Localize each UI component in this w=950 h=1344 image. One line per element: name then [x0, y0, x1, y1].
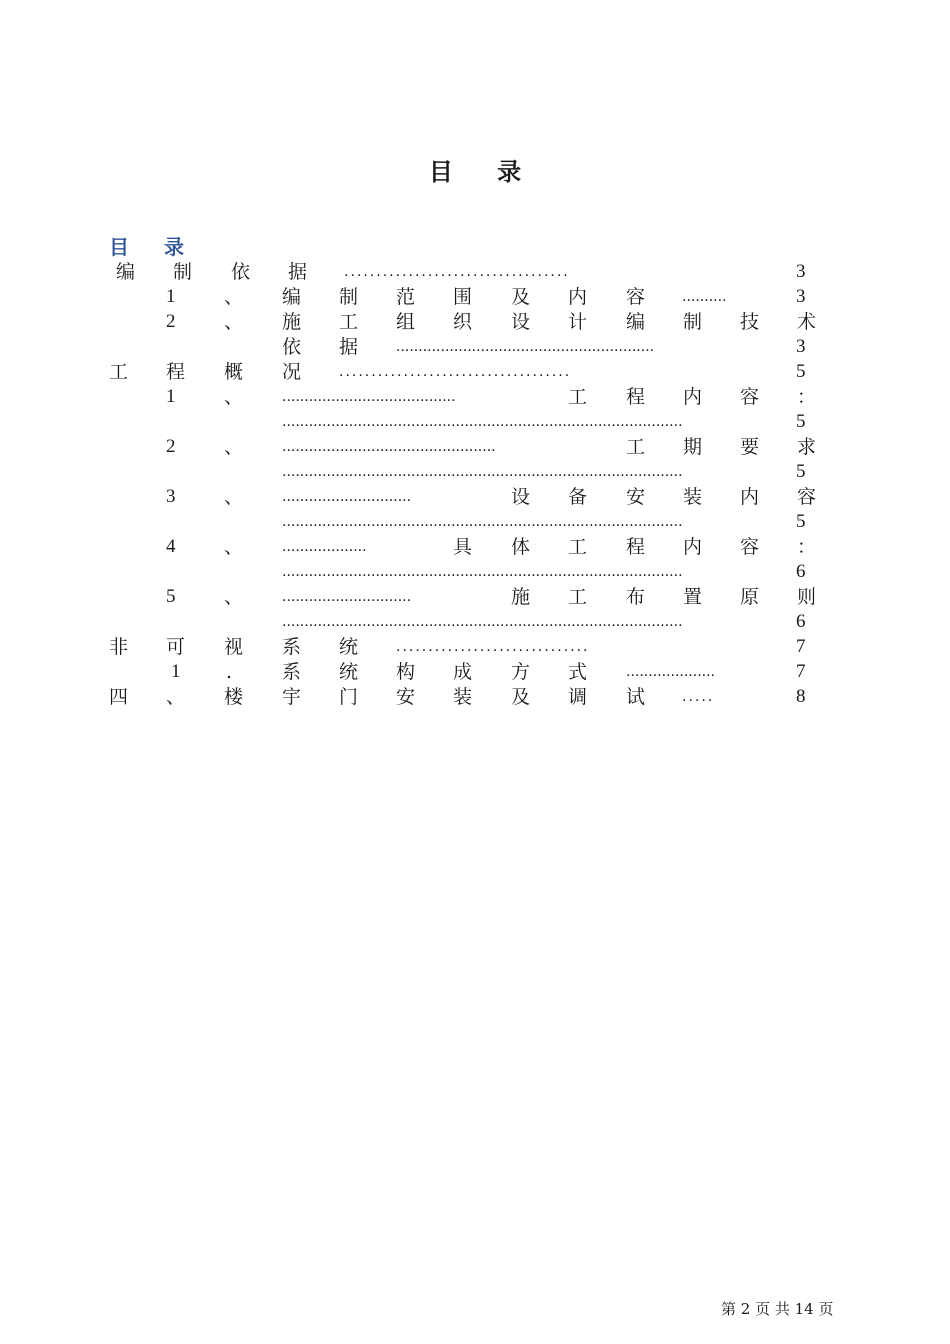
toc-leader: .......................................................................................... — [282, 464, 683, 480]
toc-entry-e3-1[interactable] — [0, 660, 950, 684]
toc-char: 工 — [626, 436, 646, 458]
toc-page-number: 3 — [796, 286, 806, 307]
toc-separator: 、 — [224, 586, 244, 608]
toc-char: 求 — [797, 436, 817, 458]
toc-char: 织 — [453, 311, 473, 333]
toc-leader: .................................... — [339, 364, 572, 380]
toc-page-number: 5 — [796, 411, 806, 432]
toc-char: 制 — [339, 286, 359, 308]
toc-char: 计 — [568, 311, 588, 333]
toc-separator: . — [226, 661, 233, 683]
toc-char: 容 — [740, 386, 760, 408]
toc-heading: 目 录 — [109, 235, 198, 259]
toc-char: 概 — [224, 361, 244, 383]
toc-leader: .......................................................................................... — [282, 414, 683, 430]
toc-char: 据 — [288, 261, 308, 283]
toc-char: 制 — [173, 261, 193, 283]
toc-char: 况 — [282, 361, 302, 383]
toc-leader: ................... — [282, 539, 367, 555]
toc-char: 装 — [453, 686, 473, 708]
toc-char: 调 — [568, 686, 588, 708]
toc-char: 工 — [568, 386, 588, 408]
toc-colon: ： — [797, 536, 817, 558]
toc-char: 可 — [166, 636, 186, 658]
toc-number: 2 — [166, 436, 176, 457]
toc-separator: 、 — [224, 386, 244, 408]
toc-char: 据 — [339, 336, 359, 358]
toc-char: 楼 — [224, 686, 244, 708]
toc-char: 门 — [339, 686, 359, 708]
toc-leader: .......................................................................................... — [282, 614, 683, 630]
toc-char: 视 — [224, 636, 244, 658]
toc-char: 构 — [396, 661, 416, 683]
toc-char: 编 — [116, 261, 136, 283]
toc-char: 安 — [396, 686, 416, 708]
toc-char: 置 — [683, 586, 703, 608]
toc-entry-e2-5[interactable] — [0, 585, 950, 609]
toc-char: 则 — [797, 586, 817, 608]
toc-page-number: 6 — [796, 611, 806, 632]
toc-char: 工 — [339, 311, 359, 333]
toc-number: 5 — [166, 586, 176, 607]
toc-char: 制 — [683, 311, 703, 333]
toc-leader: .......................................................................................... — [282, 564, 683, 580]
toc-char: 内 — [683, 536, 703, 558]
toc-entry-e2-4-cont[interactable] — [0, 560, 950, 584]
toc-entry-e2-1-cont[interactable] — [0, 410, 950, 434]
toc-leader: ..... — [682, 689, 715, 705]
toc-page-number: 7 — [796, 636, 806, 657]
toc-char: 术 — [797, 311, 817, 333]
toc-char: 具 — [453, 536, 473, 558]
toc-separator: 、 — [224, 311, 244, 333]
toc-char: 组 — [396, 311, 416, 333]
toc-char: 安 — [626, 486, 646, 508]
toc-number: 1 — [166, 386, 176, 407]
page-title: 目 录 — [428, 158, 540, 186]
toc-char: 程 — [626, 536, 646, 558]
toc-separator: 、 — [224, 486, 244, 508]
toc-entry-e3[interactable] — [0, 635, 950, 659]
toc-page-number: 5 — [796, 511, 806, 532]
toc-char: 体 — [511, 536, 531, 558]
toc-char: 原 — [740, 586, 760, 608]
toc-char: 试 — [626, 686, 646, 708]
toc-char: 要 — [740, 436, 760, 458]
toc-colon: ： — [797, 386, 817, 408]
toc-page-number: 5 — [796, 361, 806, 382]
toc-char: 统 — [339, 661, 359, 683]
toc-char: 内 — [740, 486, 760, 508]
toc-leader: .............................. — [396, 639, 590, 655]
toc-char: 施 — [282, 311, 302, 333]
toc-leader: ................................................ — [282, 439, 496, 455]
toc-leader: ............................. — [282, 489, 412, 505]
toc-page-number: 5 — [796, 461, 806, 482]
toc-leader: .......................................................... — [396, 339, 655, 355]
toc-char: 程 — [166, 361, 186, 383]
toc-number: 1 — [166, 286, 176, 307]
page-footer: 第 2 页 共 14 页 — [721, 1300, 834, 1318]
toc-leader: ................................... — [344, 264, 570, 280]
toc-number: 3 — [166, 486, 176, 507]
toc-char: 四 — [109, 686, 129, 708]
toc-char: 内 — [683, 386, 703, 408]
toc-entry-e2-2-cont[interactable] — [0, 460, 950, 484]
toc-char: 系 — [282, 636, 302, 658]
toc-char: 非 — [109, 636, 129, 658]
toc-char: 容 — [797, 486, 817, 508]
toc-char: 式 — [568, 661, 588, 683]
toc-page-number: 7 — [796, 661, 806, 682]
toc-entry-e1[interactable] — [0, 260, 950, 284]
toc-entry-e2-3[interactable] — [0, 485, 950, 509]
toc-entry-e2-2[interactable] — [0, 435, 950, 459]
toc-entry-e2-1[interactable] — [0, 385, 950, 409]
toc-char: 宇 — [282, 686, 302, 708]
toc-char: 工 — [109, 361, 129, 383]
toc-char: 内 — [568, 286, 588, 308]
toc-char: 施 — [511, 586, 531, 608]
toc-leader: .......... — [682, 289, 727, 305]
toc-page-number: 8 — [796, 686, 806, 707]
toc-leader: ....................................... — [282, 389, 456, 405]
toc-char: 成 — [453, 661, 473, 683]
toc-leader: ............................. — [282, 589, 412, 605]
toc-char: 备 — [568, 486, 588, 508]
toc-entry-e4[interactable] — [0, 685, 950, 709]
toc-char: 方 — [511, 661, 531, 683]
toc-char: 、 — [166, 686, 186, 708]
toc-char: 技 — [740, 311, 760, 333]
toc-char: 布 — [626, 586, 646, 608]
toc-char: 编 — [282, 286, 302, 308]
toc-leader: .......................................................................................... — [282, 514, 683, 530]
toc-char: 统 — [339, 636, 359, 658]
toc-entry-e2-5-cont[interactable] — [0, 610, 950, 634]
toc-char: 范 — [396, 286, 416, 308]
toc-char: 编 — [626, 311, 646, 333]
toc-separator: 、 — [224, 536, 244, 558]
toc-entry-e1-2-cont[interactable] — [0, 335, 950, 359]
toc-char: 及 — [511, 686, 531, 708]
toc-char: 及 — [511, 286, 531, 308]
toc-char: 工 — [568, 586, 588, 608]
toc-char: 依 — [231, 261, 251, 283]
toc-char: 装 — [683, 486, 703, 508]
toc-char: 设 — [511, 311, 531, 333]
toc-page-number: 3 — [796, 336, 806, 357]
toc-char: 依 — [282, 336, 302, 358]
toc-number: 2 — [166, 311, 176, 332]
toc-char: 工 — [568, 536, 588, 558]
toc-char: 围 — [453, 286, 473, 308]
toc-char: 容 — [740, 536, 760, 558]
toc-char: 系 — [282, 661, 302, 683]
toc-char: 容 — [626, 286, 646, 308]
toc-page-number: 3 — [796, 261, 806, 282]
toc-char: 设 — [511, 486, 531, 508]
toc-number: 4 — [166, 536, 176, 557]
toc-entry-e2[interactable] — [0, 360, 950, 384]
toc-page-number: 6 — [796, 561, 806, 582]
toc-entry-e2-3-cont[interactable] — [0, 510, 950, 534]
toc-char: 期 — [683, 436, 703, 458]
toc-entry-e2-4[interactable] — [0, 535, 950, 559]
toc-char: 程 — [626, 386, 646, 408]
toc-leader: .................... — [626, 664, 716, 680]
toc-separator: 、 — [224, 286, 244, 308]
toc-separator: 、 — [224, 436, 244, 458]
toc-number: 1 — [171, 661, 181, 682]
toc-entry-e1-2[interactable] — [0, 310, 950, 334]
toc-entry-e1-1[interactable] — [0, 285, 950, 309]
